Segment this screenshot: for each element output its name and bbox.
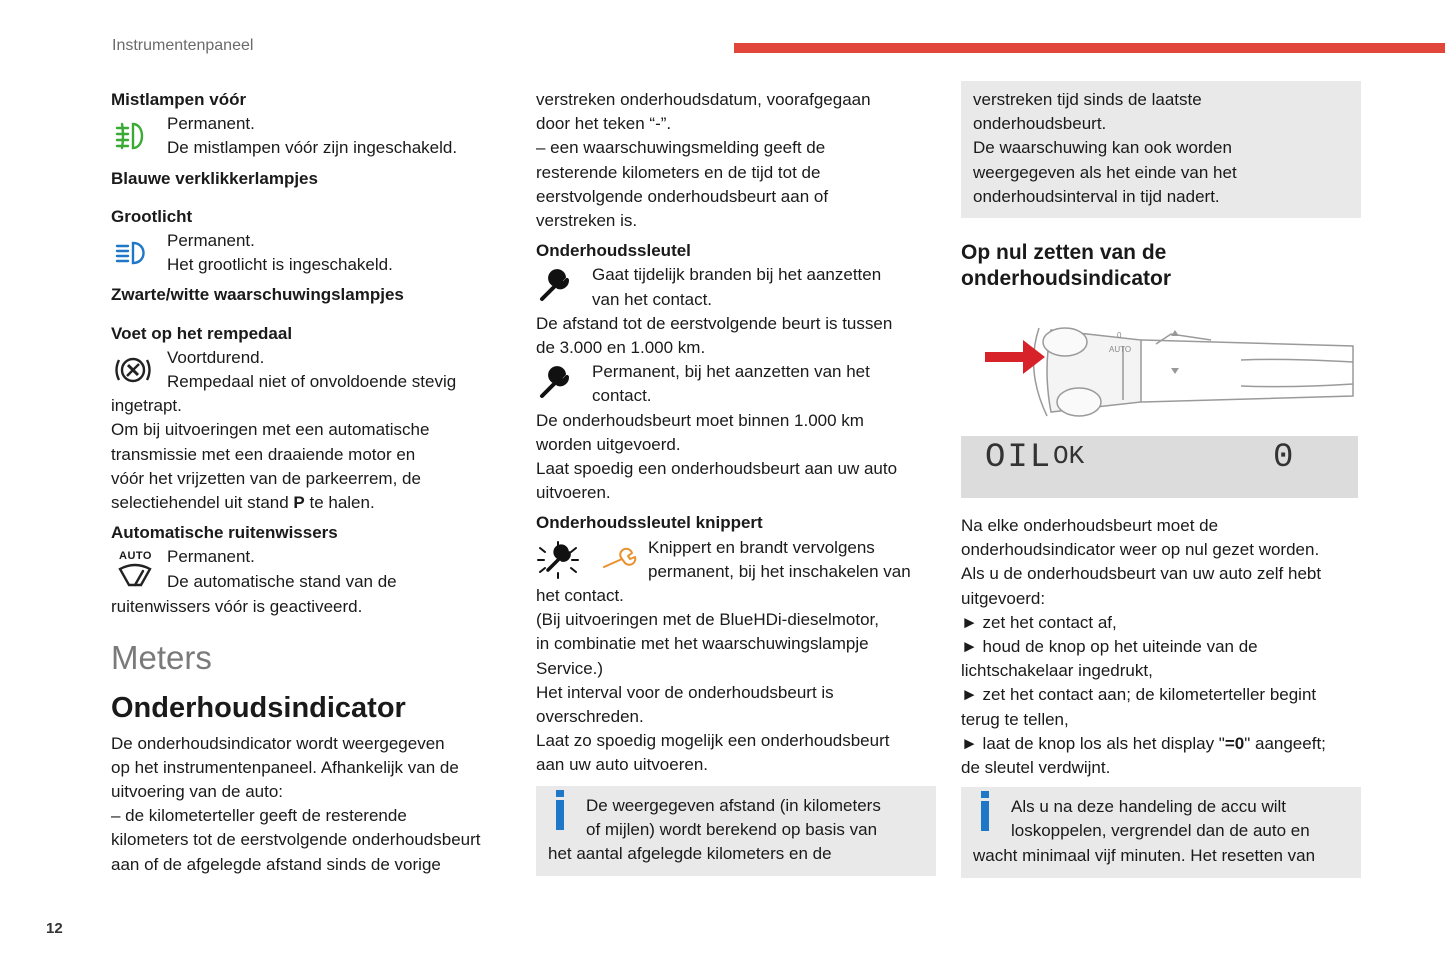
blink-line-3: het contact. <box>536 586 624 606</box>
blinking-wrench-icon <box>536 540 580 580</box>
brake-entry <box>111 346 511 394</box>
service-line-4: – de kilometerteller geeft de resterende <box>111 806 407 826</box>
reset-heading-1: Op nul zetten van de <box>961 241 1167 265</box>
c3-box-line-1: verstreken tijd sinds de laatste <box>973 90 1202 109</box>
service-key-heading: Onderhoudssleutel <box>536 241 691 261</box>
column-2 <box>536 88 936 876</box>
fog-line-1: Permanent. <box>167 114 255 134</box>
info-icon <box>556 800 564 830</box>
blink-line-7: Het interval voor de onderhoudsbeurt is <box>536 682 834 702</box>
info2-line-2: loskoppelen, vergrendel dan de auto en <box>1011 821 1310 841</box>
service-line-2: op het instrumentenpaneel. Afhankelijk van de <box>111 757 459 777</box>
c3-box-line-4: weergegeven als het einde van het <box>973 162 1237 182</box>
blink-line-2: permanent, bij het inschakelen van <box>648 561 911 581</box>
foot-on-brake-icon <box>111 346 167 394</box>
brake-para-3: vóór het vrijzetten van de parkeerrem, de <box>111 468 421 488</box>
wiper-line-2: De automatische stand van de <box>167 571 397 591</box>
c2-line-5: eerstvolgende onderhoudsbeurt aan of <box>536 186 829 206</box>
info-line-1: De weergegeven afstand (in kilometers <box>586 795 881 815</box>
meters-heading: Meters <box>111 638 212 676</box>
key-line-3: De afstand tot de eerstvolgende beurt is tussen <box>536 313 893 333</box>
fog-heading: Mistlampen vóór <box>111 90 247 109</box>
blink-icons <box>536 536 648 584</box>
blink-entry <box>536 536 936 584</box>
blink-line-1: Knippert en brandt vervolgens <box>648 537 875 557</box>
key-line-6: contact. <box>592 386 652 406</box>
high-beam-entry <box>111 229 511 277</box>
key-line-10: uitvoeren. <box>536 483 611 503</box>
blinking-key-heading: Onderhoudssleutel knippert <box>536 513 763 533</box>
brake-line-1: Voortdurend. <box>167 347 265 367</box>
c2-line-3: – een waarschuwingsmelding geeft de <box>536 138 826 158</box>
blue-lamps-heading: Blauwe verklikkerlampjes <box>111 168 318 188</box>
display-ok-text: OK <box>1053 441 1085 472</box>
key-line-2: van het contact. <box>592 289 713 309</box>
c2-line-1: verstreken onderhoudsdatum, voorafgegaan <box>536 90 871 109</box>
c2-line-4: resterende kilometers en de tijd tot de <box>536 162 821 182</box>
brake-para-1: Om bij uitvoeringen met een automatische <box>111 420 430 440</box>
high-beam-line-1: Permanent. <box>167 231 255 251</box>
reset-step-2: ► houd de knop op het uiteinde van de <box>961 637 1258 657</box>
fog-line-2: De mistlampen vóór zijn ingeschakeld. <box>167 138 458 158</box>
reset-line-4: uitgevoerd: <box>961 588 1046 608</box>
brake-line-3: ingetrapt. <box>111 396 182 416</box>
blink-line-6: Service.) <box>536 658 604 678</box>
gear-p-label: P <box>293 493 305 513</box>
wiper-line-1: Permanent. <box>167 547 255 567</box>
blink-line-9: Laat zo spoedig mogelijk een onderhoudsbeurt <box>536 731 890 751</box>
reset-line-3: Als u de onderhoudsbeurt van uw auto zelf hebt <box>961 564 1322 584</box>
service-line-6: aan of de afgelegde afstand sinds de vorige <box>111 854 441 874</box>
wrench-icon <box>536 360 592 408</box>
display-zero-text: 0 <box>1273 439 1294 478</box>
continued-note-box <box>961 81 1361 218</box>
column-3 <box>961 81 1361 878</box>
stalk-zero-label: 0 <box>1117 331 1122 341</box>
info-icon <box>981 801 989 831</box>
stalk-illustration <box>961 310 1358 498</box>
reset-step-4 <box>961 732 1361 756</box>
brake-line-2: Rempedaal niet of onvoldoende stevig <box>167 372 457 392</box>
reset-heading-2: onderhoudsindicator <box>961 267 1171 291</box>
wiper-entry <box>111 545 511 595</box>
key-line-8: worden uitgevoerd. <box>536 434 681 454</box>
key-line-5: Permanent, bij het aanzetten van het <box>592 362 870 382</box>
blink-line-5: in combinatie met het waarschuwingslampje <box>536 634 869 654</box>
reset-step-4a: ► laat de knop los als het display " <box>961 733 1225 753</box>
high-beam-icon <box>111 229 167 277</box>
service-line-5: kilometers tot de eerstvolgende onderhoudsbeurt <box>111 830 481 850</box>
brake-para-4c: te halen. <box>304 493 375 513</box>
stalk-auto-label: AUTO <box>1109 345 1132 355</box>
auto-wiper-icon-label: AUTO <box>119 550 152 563</box>
wiper-line-3: ruitenwissers vóór is geactiveerd. <box>111 597 363 617</box>
blink-line-10: aan uw auto uitvoeren. <box>536 755 709 775</box>
auto-wiper-icon <box>111 545 167 595</box>
reset-step-4-cont: de sleutel verdwijnt. <box>961 758 1111 778</box>
reset-step-3-cont: terug te tellen, <box>961 709 1069 729</box>
key-line-9: Laat spoedig een onderhoudsbeurt aan uw auto <box>536 459 898 479</box>
info2-line-1: Als u na deze handeling de accu wilt <box>1011 797 1287 817</box>
reset-step-3: ► zet het contact aan; de kilometerteller begint <box>961 685 1317 705</box>
key-line-7: De onderhoudsbeurt moet binnen 1.000 km <box>536 410 864 430</box>
front-fog-lamp-icon <box>111 112 167 160</box>
c3-box-line-5: onderhoudsinterval in tijd nadert. <box>973 186 1220 206</box>
key-line-4: de 3.000 en 1.000 km. <box>536 338 706 358</box>
info-line-2: of mijlen) wordt berekend op basis van <box>586 819 878 839</box>
black-white-lamps-heading: Zwarte/witte waarschuwingslampjes <box>111 285 404 305</box>
orange-wrench-icon <box>600 545 640 575</box>
info-icon-dot <box>981 791 989 798</box>
reset-step-4c: " aangeeft; <box>1244 733 1326 753</box>
fog-entry <box>111 112 511 160</box>
info-box-distance <box>536 786 936 877</box>
c3-box-line-2: onderhoudsbeurt. <box>973 114 1107 134</box>
reset-line-1: Na elke onderhoudsbeurt moet de <box>961 516 1219 536</box>
display-oil-text: OIL <box>985 439 1053 478</box>
column-1 <box>111 88 511 877</box>
auto-wipers-heading: Automatische ruitenwissers <box>111 523 338 543</box>
blink-line-4: (Bij uitvoeringen met de BlueHDi-dieselmotor, <box>536 610 879 630</box>
info-box-battery <box>961 787 1361 878</box>
info-line-3: het aantal afgelegde kilometers en de <box>548 844 832 864</box>
brake-pedal-heading: Voet op het rempedaal <box>111 323 293 343</box>
high-beam-heading: Grootlicht <box>111 206 193 226</box>
c2-line-2: door het teken “-”. <box>536 114 672 134</box>
running-header: Instrumentenpaneel <box>112 37 254 54</box>
key-entry-1 <box>536 263 936 311</box>
info-icon-dot <box>556 790 564 797</box>
high-beam-line-2: Het grootlicht is ingeschakeld. <box>167 255 393 275</box>
brake-para-4 <box>111 491 511 515</box>
reset-step-1: ► zet het contact af, <box>961 612 1117 632</box>
c3-box-line-3: De waarschuwing kan ook worden <box>973 138 1232 158</box>
page-number: 12 <box>46 920 63 937</box>
light-stalk-drawing <box>961 310 1358 440</box>
key-line-1: Gaat tijdelijk branden bij het aanzetten <box>592 265 882 285</box>
odometer-display <box>961 436 1358 498</box>
reset-step-2-cont: lichtschakelaar ingedrukt, <box>961 661 1153 681</box>
service-line-1: De onderhoudsindicator wordt weergegeven <box>111 733 445 753</box>
info2-line-3: wacht minimaal vijf minuten. Het resetten van <box>973 845 1316 865</box>
service-indicator-heading: Onderhoudsindicator <box>111 691 406 724</box>
display-zero-value: =0 <box>1224 733 1245 753</box>
header-accent-bar <box>734 43 1445 53</box>
reset-line-2: onderhoudsindicator weer op nul gezet worden. <box>961 540 1320 560</box>
brake-para-2: transmissie met een draaiende motor en <box>111 444 416 464</box>
blink-line-8: overschreden. <box>536 707 644 727</box>
key-entry-2 <box>536 360 936 408</box>
brake-para-4a: selectiehendel uit stand <box>111 493 294 513</box>
service-line-3: uitvoering van de auto: <box>111 782 284 802</box>
c2-line-6: verstreken is. <box>536 211 638 231</box>
wrench-icon <box>536 263 592 311</box>
